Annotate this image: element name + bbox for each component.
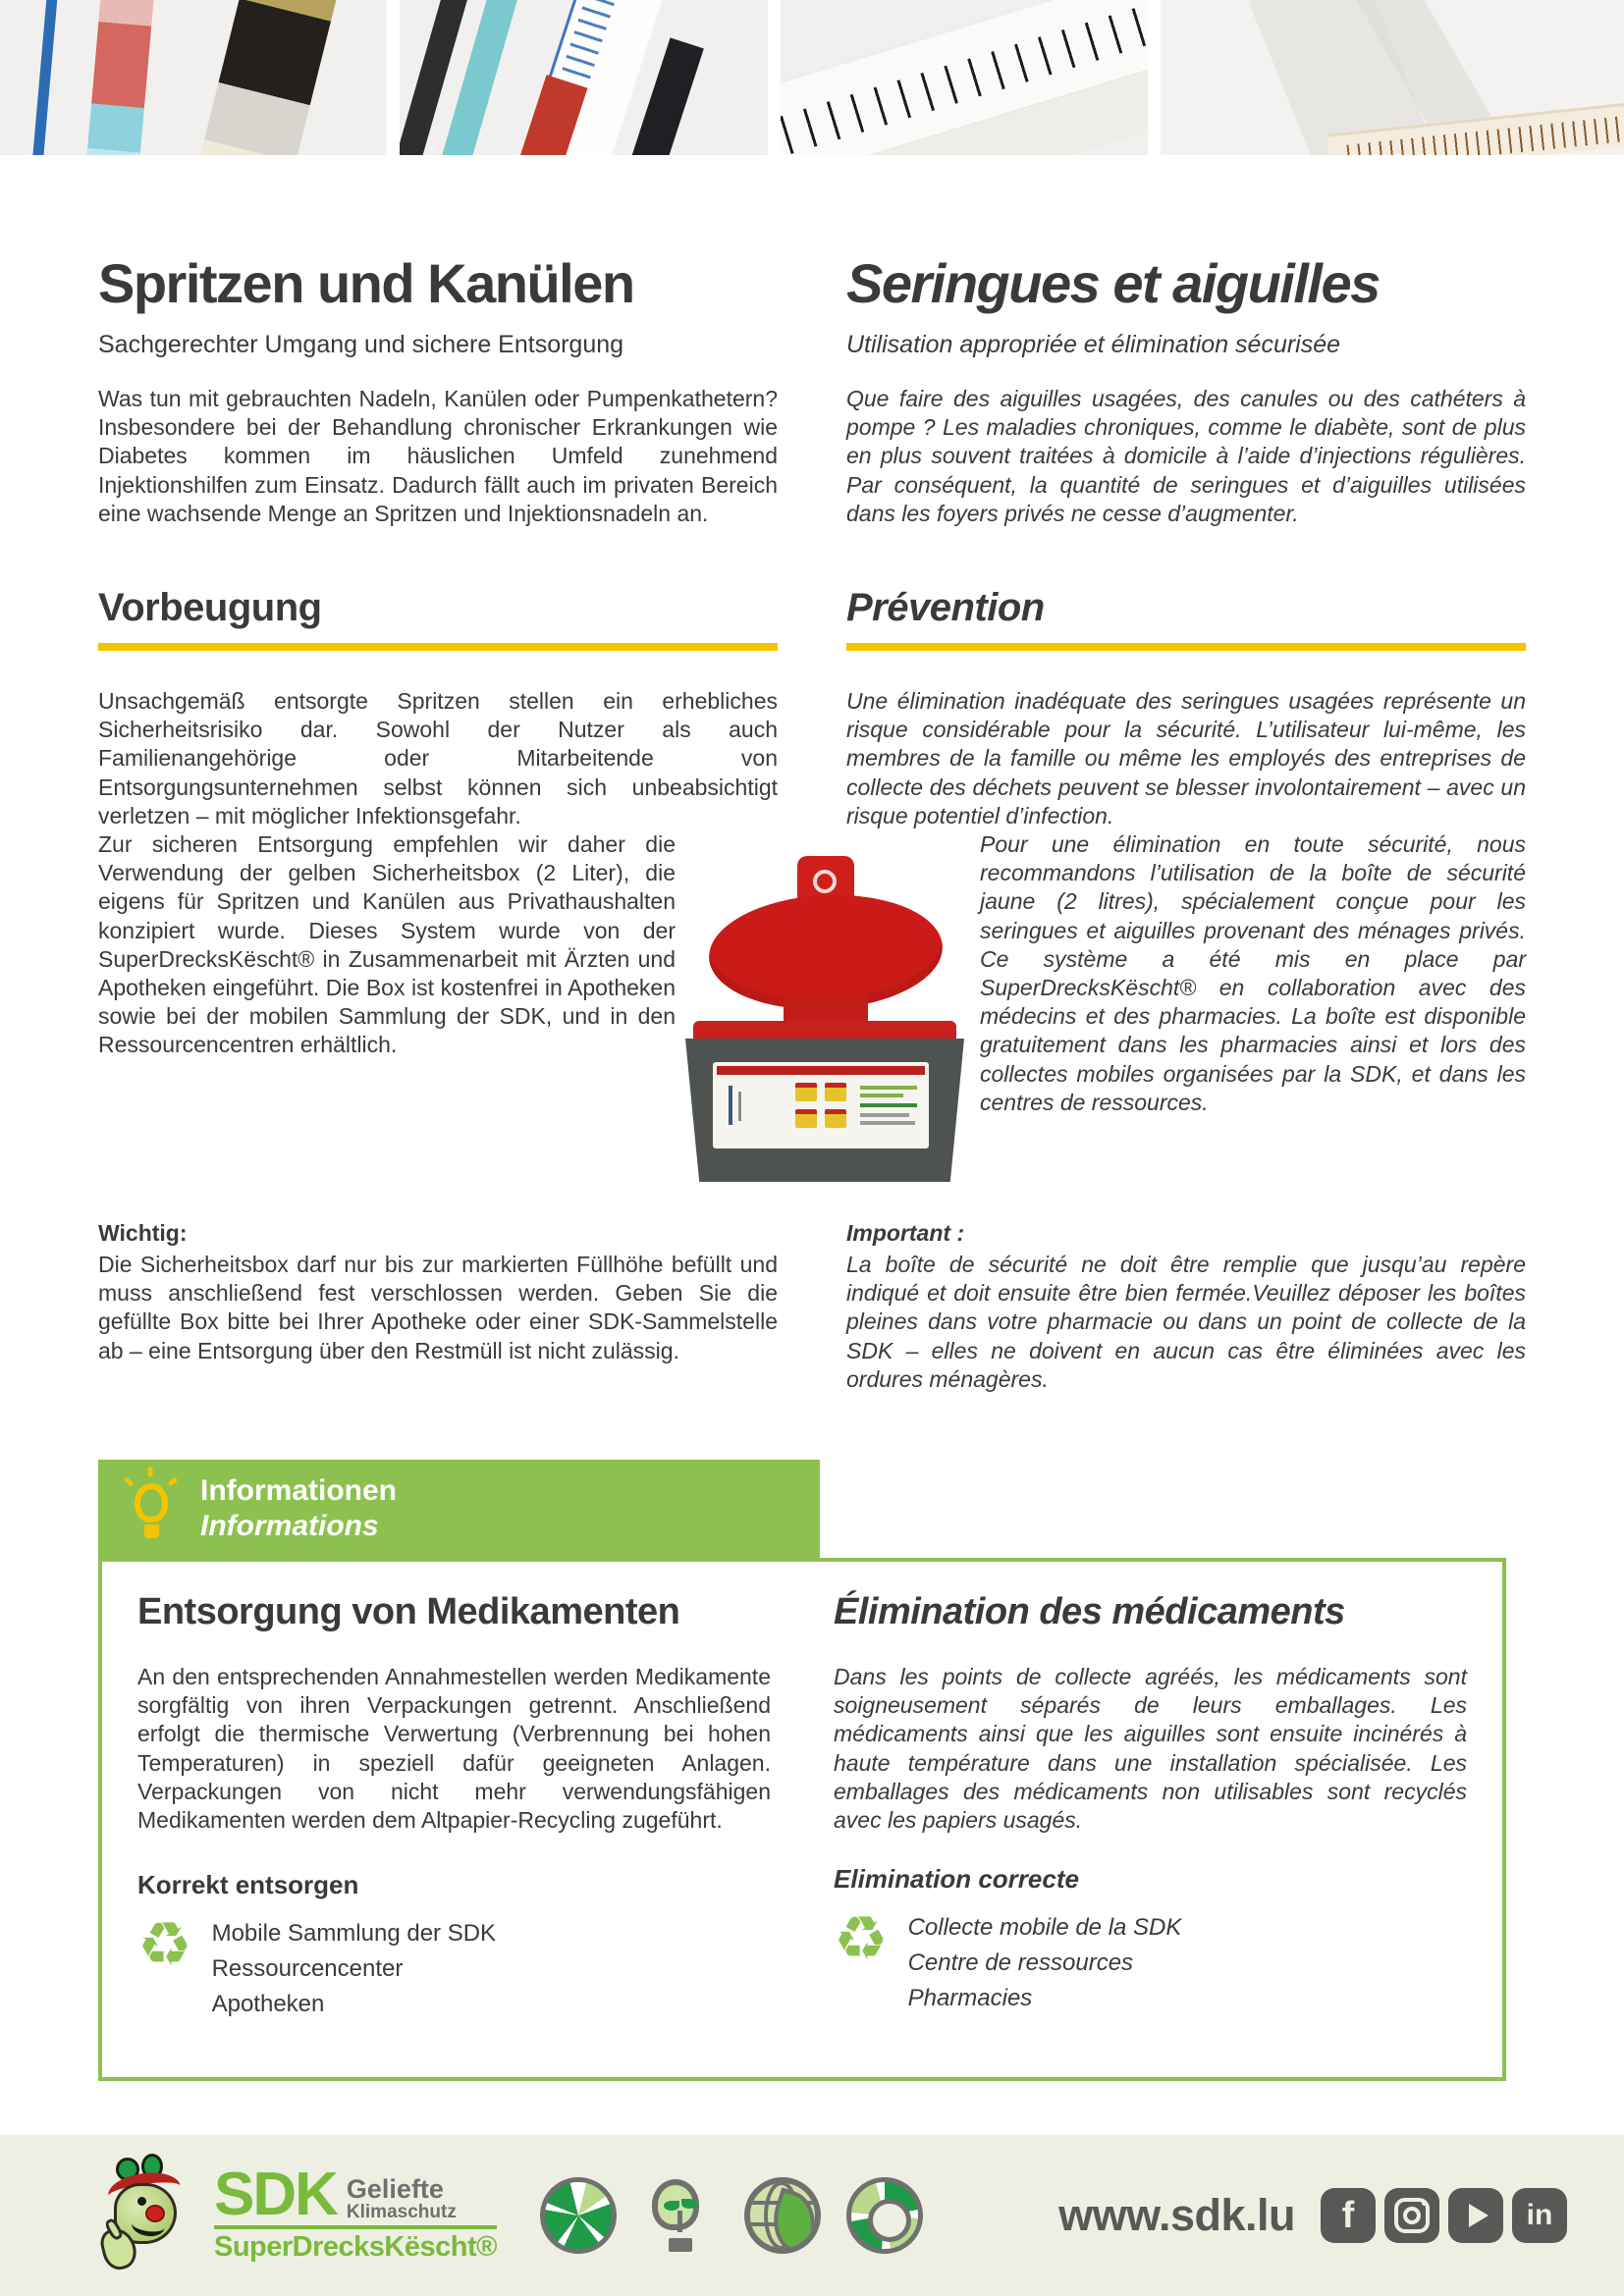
important-label-fr: Important : [846,1220,965,1246]
sdk-mascot-logo [98,2158,200,2273]
prevention-paragraph-fr-1: Une élimination inadéquate des seringues usagées représente un risque considérable pour la sécurité. L’utilisateur lui-même, les membres de la famille ou même les employés des entreprises de collecte des déchets peuvent se blesser involontairement – avec un risque potentiel d’infection. [846,688,1526,828]
dispose-subhead-fr: Elimination correcte [834,1864,1079,1895]
important-label-de: Wichtig: [98,1220,188,1246]
footer [0,2135,1624,2296]
medications-body-de: An den entsprechenden Annahmestellen werden Medikamente sorgfältig von ihren Verpackungen getrennt. Anschließend erfolgt die thermische Verwertung (Verbrennung bei hohen Temperaturen) in speziell dafür geeigneten Anlagen. Verpackungen von nicht mehr verwendungsfähigen Medikamenten werden dem Altpapier-Recycling zugeführt. [137,1664,771,1834]
prevention-paragraph-de-2: Zur sicheren Entsorgung empfehlen wir daher die Verwendung der gelben Sicherheitsbox (2 Liter), die eigens für Spritzen und Kanülen aus Privathaushalten konzipiert wurde. Dieses System wurde von der SuperDrecksKëscht® in Zusammenarbeit mit Ärzten und Apotheken eingeführt. Die Box ist kostenfrei in Apotheken sowie bei der mobilen Sammlung der SDK, und in den Ressourcencentren erhältlich. [98,831,676,1058]
list-item: Pharmacies [907,1985,1033,2012]
important-body-de: Die Sicherheitsbox darf nur bis zur markierten Füllhöhe befüllt und muss anschließend fest verschlossen werden. Geben Sie die gefüllte Box bitte bei Ihrer Apotheke oder einer SDK-Sammelstelle ab – eine Entsorgung über den Restmüll ist nicht zulässig. [98,1252,778,1363]
lightbulb-icon [124,1471,181,1546]
section-headings [98,586,1526,651]
sharps-safety-box-photo [677,856,972,1186]
syringes-photo-4 [1161,0,1624,155]
sdk-logo-acronym: SDK [214,2160,337,2228]
recycle-icon: ♻ [137,1908,192,1981]
page-title-de: Spritzen und Kanülen [98,252,634,314]
sdk-logo-claim-1: Geliefte [346,2174,444,2205]
syringes-photo-1 [0,0,387,155]
recycle-icon: ♻ [834,1902,889,1975]
linkedin-icon[interactable] [1512,2188,1567,2243]
yellow-rule-fr [846,643,1526,651]
title-section [98,251,1526,528]
eco-lightbulb-icon [642,2177,719,2254]
intro-paragraph-de: Was tun mit gebrauchten Nadeln, Kanülen oder Pumpenkathetern? Insbesondere bei der Behandlung chronischer Erkrankungen wie Diabetes kommen im häuslichen Umfeld zunehmend Injektionshilfen zum Einsatz. Dadurch fällt auch im privaten Bereich eine wachsende Menge an Spritzen und Injektionsnadeln an. [98,386,778,526]
photo-banner [0,0,1624,155]
social-icons [1321,2188,1567,2243]
circular-recycle-icon [846,2177,923,2254]
intro-paragraph-fr: Que faire des aiguilles usagées, des canules ou des cathéters à pompe ? Les maladies chroniques, comme le diabète, sont de plus en plus souvent traitées à domicile à l’aide d’injections régulières. Par conséquent, la quantité de seringues et d’aiguilles utilisées dans les foyers privés ne cesse d’augmenter. [846,386,1526,526]
list-item: Centre de ressources [907,1949,1134,1977]
medications-body-fr: Dans les points de collecte agréés, les médicaments sont soigneusement séparés de leurs emballages. Les médicaments ainsi que les aiguilles sont ensuite incinérés à haute température dans une installation spécialisée. Les emballages des médicaments non utilisables sont recyclés avec les papiers usagés. [834,1664,1467,1834]
banner-label-de: Informationen [200,1474,397,1507]
instagram-icon[interactable] [1384,2188,1439,2243]
facebook-glyph: f [1341,2194,1355,2236]
dispose-list-de [212,1916,496,2022]
facebook-icon[interactable] [1321,2188,1376,2243]
important-body-fr: La boîte de sécurité ne doit être remplie que jusqu’au repère indiqué et doit ensuite être bien fermée.Veuillez déposer les boîtes pleines dans votre pharmacie ou dans un point de collecte de la SDK – elles ne doivent en aucun cas être éliminées avec les ordures ménagères. [846,1252,1526,1392]
eco-icon-row [540,2177,923,2254]
informations-banner [98,1460,820,1558]
section-heading-fr: Prévention [846,586,1045,629]
sdk-logo-brand: SuperDrecksKëscht® [214,2225,497,2264]
yellow-rule-de [98,643,778,651]
pie-chart-icon [540,2177,617,2254]
important-section [98,1220,1526,1394]
medications-heading-fr: Élimination des médicaments [834,1591,1345,1632]
syringes-photo-2 [400,0,768,155]
page-title-fr: Seringues et aiguilles [846,252,1380,314]
subtitle-fr: Utilisation appropriée et élimination sécurisée [846,331,1341,358]
medications-heading-de: Entsorgung von Medikamenten [137,1591,680,1632]
prevention-paragraph-fr-2: Pour une élimination en toute sécurité, nous recommandons l’utilisation de la boîte de sécurité jaune (2 litres), spécialement conçue pour les seringues et aiguilles provenant des ménages privés. Ce système a été mis en place par SuperDrecksKëscht® en collaboration avec des médecins et des pharmacies. La boîte est disponible gratuitement dans les pharmacies ainsi et lors des collectes mobiles organisées par la SDK, et dans les centres de ressources. [980,831,1526,1115]
banner-label-fr: Informations [200,1510,379,1542]
medications-info-box [98,1558,1506,2081]
prevention-section [98,687,1526,1117]
website-url[interactable]: www.sdk.lu [1058,2190,1295,2240]
globe-leaf-icon [744,2177,821,2254]
sdk-logo-text [214,2160,497,2265]
list-item: Mobile Sammlung der SDK [211,1920,497,1948]
syringe-scale-photo [781,0,1149,155]
youtube-icon[interactable] [1448,2188,1503,2243]
dispose-list-fr [908,1910,1182,2016]
subtitle-de: Sachgerechter Umgang und sichere Entsorgung [98,331,624,358]
list-item: Ressourcencenter [211,1955,404,1983]
list-item: Collecte mobile de la SDK [907,1914,1182,1942]
section-heading-de: Vorbeugung [98,586,322,629]
list-item: Apotheken [211,1991,325,2018]
sdk-logo-claim-2: Klimaschutz [346,2202,457,2223]
linkedin-glyph: in [1526,2199,1553,2231]
dispose-subhead-de: Korrekt entsorgen [137,1870,359,1900]
prevention-paragraph-de-1: Unsachgemäß entsorgte Spritzen stellen ein erhebliches Sicherheitsrisiko dar. Sowohl der Nutzer als auch Familienangehörige oder Mitarbeitende von Entsorgungsunternehmen selbst können sich unbeabsichtigt verletzen – mit möglicher Infektionsgefahr. [98,688,778,828]
